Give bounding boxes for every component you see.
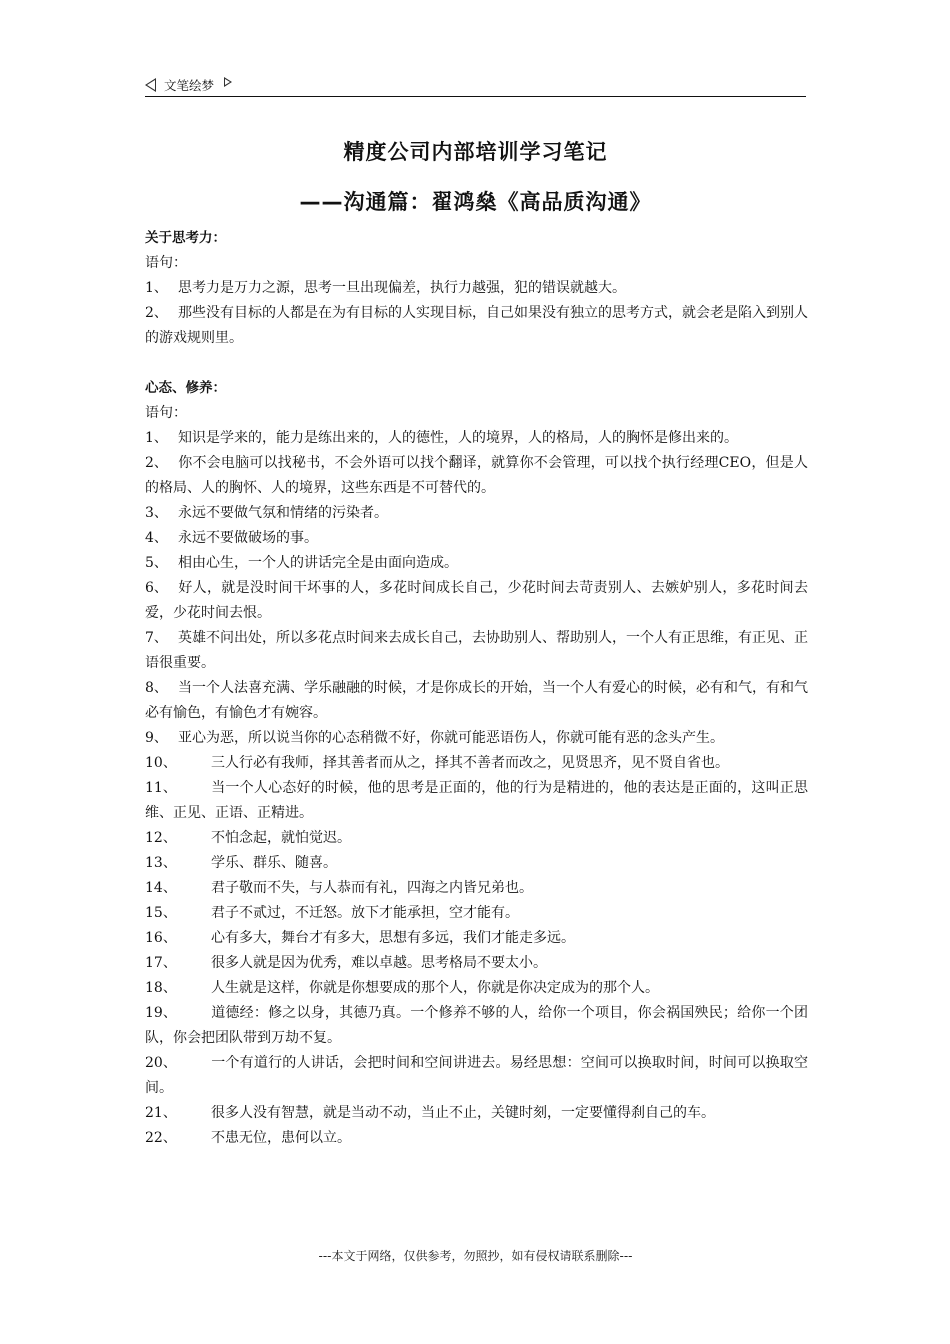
item-text: 一个有道行的人讲话，会把时间和空间讲进去。易经思想：空间可以换取时间，时间可以换取空间。 [145,1055,808,1096]
item-text: 不怕念起，就怕觉迟。 [211,830,351,846]
item-number: 15、 [145,905,177,921]
item-text: 相由心生，一个人的讲话完全是由面向造成。 [178,555,458,571]
list-item [145,751,808,776]
item-text: 三人行必有我师，择其善者而从之，择其不善者而改之，见贤思齐，见不贤自省也。 [211,755,729,771]
item-text: 当一个人心态好的时候，他的思考是正面的，他的行为是精进的，他的表达是正面的，这叫正思维、正见、正语、正精进。 [145,780,808,821]
item-text: 道德经：修之以身，其德乃真。一个修养不够的人，给你一个项目，你会祸国殃民；给你一个团队，你会把团队带到万劫不复。 [145,1005,808,1046]
section-heading: 关于思考力： [145,230,226,246]
list-item [145,876,808,901]
list-item [145,526,808,551]
triangle-left-icon [145,78,156,92]
item-text: 不患无位，患何以立。 [211,1130,351,1146]
list-item [145,676,808,726]
item-number: 2、 [145,305,168,321]
item-number: 17、 [145,955,177,971]
page-header [145,74,806,97]
list-item [145,576,808,626]
item-number: 9、 [145,730,168,746]
list-item [145,826,808,851]
item-text: 心有多大，舞台才有多大，思想有多远，我们才能走多远。 [211,930,575,946]
item-number: 18、 [145,980,177,996]
item-number: 5、 [145,555,168,571]
list-item [145,426,808,451]
header-brand [145,76,232,94]
list-item [145,1101,808,1126]
document-subtitle: ——沟通篇：翟鸿燊《高品质沟通》 [299,190,652,214]
item-number: 4、 [145,530,168,546]
list-item [145,901,808,926]
item-text: 永远不要做气氛和情绪的污染者。 [178,505,388,521]
item-number: 14、 [145,880,177,896]
page-footer: ---本文于网络，仅供参考，勿照抄，如有侵权请联系删除--- [318,1249,633,1263]
item-text: 很多人没有智慧，就是当动不动，当止不止，关键时刻，一定要懂得刹自己的车。 [211,1105,715,1121]
item-text: 永远不要做破场的事。 [178,530,318,546]
item-number: 19、 [145,1005,177,1021]
item-text: 知识是学来的，能力是练出来的，人的德性，人的境界，人的格局，人的胸怀是修出来的。 [178,430,738,446]
section-label: 语句： [145,405,187,421]
item-number: 3、 [145,505,168,521]
item-number: 8、 [145,680,168,696]
item-number: 12、 [145,830,177,846]
item-text: 你不会电脑可以找秘书，不会外语可以找个翻译，就算你不会管理，可以找个执行经理CEO，但是人的格局、人的胸怀、人的境界，这些东西是不可替代的。 [145,455,808,496]
list-item [145,976,808,1001]
item-text: 英雄不问出处，所以多花点时间来去成长自己，去协助别人、帮助别人，一个人有正思维，有正见、正语很重要。 [145,630,808,671]
item-number: 16、 [145,930,177,946]
item-text: 君子敬而不失，与人恭而有礼，四海之内皆兄弟也。 [211,880,533,896]
list-item [145,1126,808,1151]
item-number: 2、 [145,455,168,471]
list-item [145,951,808,976]
list-item [145,626,808,676]
item-text: 很多人就是因为优秀，难以卓越。思考格局不要太小。 [211,955,547,971]
item-text: 人生就是这样，你就是你想要成的那个人，你就是你决定成为的那个人。 [211,980,659,996]
section-label: 语句： [145,255,187,271]
item-number: 13、 [145,855,177,871]
item-text: 亚心为恶，所以说当你的心态稍微不好，你就可能恶语伤人，你就可能有恶的念头产生。 [178,730,724,746]
list-item [145,301,808,351]
item-number: 6、 [145,580,168,596]
item-text: 当一个人法喜充满、学乐融融的时候，才是你成长的开始，当一个人有爱心的时候，必有和气，有和气必有愉色，有愉色才有婉容。 [145,680,808,721]
item-text: 君子不贰过，不迁怒。放下才能承担，空才能有。 [211,905,519,921]
list-item [145,551,808,576]
item-number: 1、 [145,430,168,446]
list-item [145,726,808,751]
list-item [145,926,808,951]
section-mindset [145,376,808,1151]
list-item [145,276,808,301]
item-number: 7、 [145,630,168,646]
section-heading: 心态、修养： [145,380,226,396]
item-number: 22、 [145,1130,177,1146]
item-number: 21、 [145,1105,177,1121]
item-number: 20、 [145,1055,177,1071]
document-body [145,226,808,1151]
item-text: 思考力是万力之源，思考一旦出现偏差，执行力越强，犯的错误就越大。 [178,280,626,296]
header-brand-text: 文笔绘梦 [164,78,215,93]
list-item [145,1051,808,1101]
item-number: 10、 [145,755,177,771]
item-text: 学乐、群乐、随喜。 [211,855,337,871]
item-number: 11、 [145,780,177,796]
item-number: 1、 [145,280,168,296]
triangle-right-icon [224,77,232,87]
item-text: 好人，就是没时间干坏事的人，多花时间成长自己，少花时间去苛责别人、去嫉妒别人，多花时间去爱，少花时间去恨。 [145,580,808,621]
list-item [145,851,808,876]
section-thinking [145,226,808,351]
list-item [145,776,808,826]
document-title: 精度公司内部培训学习笔记 [343,140,608,164]
item-text: 那些没有目标的人都是在为有目标的人实现目标，自己如果没有独立的思考方式，就会老是陷入到别人的游戏规则里。 [145,305,808,346]
section-spacer [145,351,808,376]
list-item [145,451,808,501]
list-item [145,1001,808,1051]
list-item [145,501,808,526]
